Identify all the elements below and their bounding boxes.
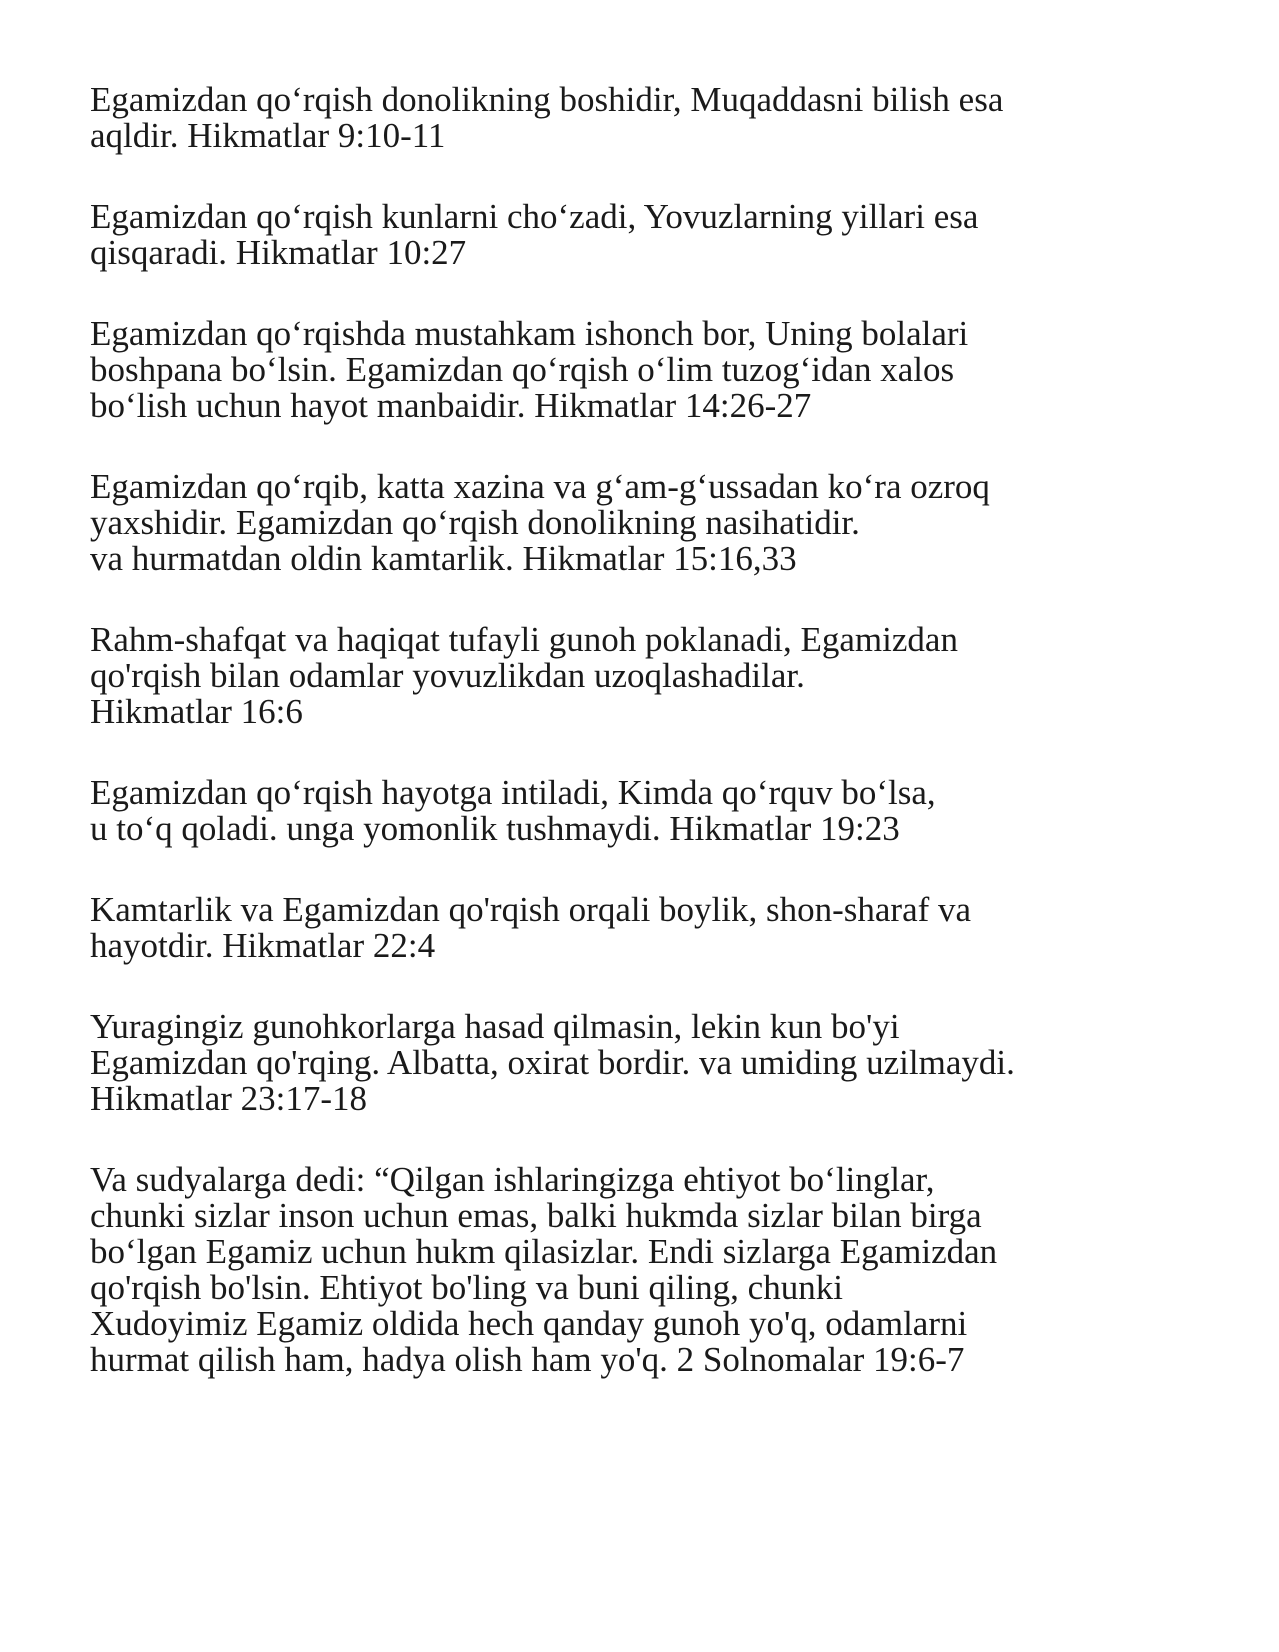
text-line: Yuragingiz gunohkorlarga hasad qilmasin, lekin kun bo'yi [90, 1007, 900, 1046]
text-line: bo‘lgan Egamiz uchun hukm qilasizlar. Endi sizlarga Egamizdan [90, 1232, 998, 1271]
paragraph-hikmatlar-23-17-18 [90, 1009, 1230, 1117]
text-line: Va sudyalarga dedi: “Qilgan ishlaringizga ehtiyot bo‘linglar, [90, 1160, 935, 1199]
text-line: Egamizdan qo‘rqib, katta xazina va g‘am-g‘ussadan ko‘ra ozroq [90, 467, 990, 506]
text-line: Egamizdan qo‘rqish donolikning boshidir, Muqaddasni bilish esa [90, 80, 1004, 119]
text-line: Xudoyimiz Egamiz oldida hech qanday gunoh yo'q, odamlarni [90, 1304, 968, 1343]
text-line: chunki sizlar inson uchun emas, balki hukmda sizlar bilan birga [90, 1196, 982, 1235]
paragraph-hikmatlar-15-16-33 [90, 469, 1230, 577]
text-line: Egamizdan qo'rqing. Albatta, oxirat bordir. va umiding uzilmaydi. [90, 1043, 1015, 1082]
text-line: qisqaradi. Hikmatlar 10:27 [90, 233, 467, 272]
text-line: qo'rqish bilan odamlar yovuzlikdan uzoqlashadilar. [90, 656, 805, 695]
paragraph-hikmatlar-16-6 [90, 622, 1230, 730]
paragraph-hikmatlar-10-27 [90, 199, 1230, 271]
paragraph-hikmatlar-14-26-27 [90, 316, 1230, 424]
paragraph-hikmatlar-9-10-11 [90, 82, 1230, 154]
text-line: Kamtarlik va Egamizdan qo'rqish orqali boylik, shon-sharaf va [90, 890, 972, 929]
text-line: boshpana bo‘lsin. Egamizdan qo‘rqish o‘lim tuzog‘idan xalos [90, 350, 955, 389]
paragraph-2-solnomalar-19-6-7 [90, 1162, 1230, 1378]
text-line: Rahm-shafqat va haqiqat tufayli gunoh poklanadi, Egamizdan [90, 620, 958, 659]
paragraph-hikmatlar-22-4 [90, 892, 1230, 964]
text-line: u to‘q qoladi. unga yomonlik tushmaydi. Hikmatlar 19:23 [90, 809, 900, 848]
text-line: yaxshidir. Egamizdan qo‘rqish donolikning nasihatidir. [90, 503, 860, 542]
text-line: Egamizdan qo‘rqish kunlarni cho‘zadi, Yovuzlarning yillari esa [90, 197, 979, 236]
text-line: hayotdir. Hikmatlar 22:4 [90, 926, 436, 965]
text-line: Egamizdan qo‘rqish hayotga intiladi, Kimda qo‘rquv bo‘lsa, [90, 773, 936, 812]
text-line: Egamizdan qo‘rqishda mustahkam ishonch bor, Uning bolalari [90, 314, 969, 353]
text-line: Hikmatlar 23:17-18 [90, 1079, 368, 1118]
paragraph-hikmatlar-19-23 [90, 775, 1230, 847]
text-line: qo'rqish bo'lsin. Ehtiyot bo'ling va buni qiling, chunki [90, 1268, 843, 1307]
text-line: hurmat qilish ham, hadya olish ham yo'q. 2 Solnomalar 19:6-7 [90, 1340, 965, 1379]
document-page [90, 82, 1230, 1423]
text-line: aqldir. Hikmatlar 9:10-11 [90, 116, 446, 155]
text-line: va hurmatdan oldin kamtarlik. Hikmatlar 15:16,33 [90, 539, 797, 578]
text-line: bo‘lish uchun hayot manbaidir. Hikmatlar 14:26-27 [90, 386, 812, 425]
text-line: Hikmatlar 16:6 [90, 692, 303, 731]
